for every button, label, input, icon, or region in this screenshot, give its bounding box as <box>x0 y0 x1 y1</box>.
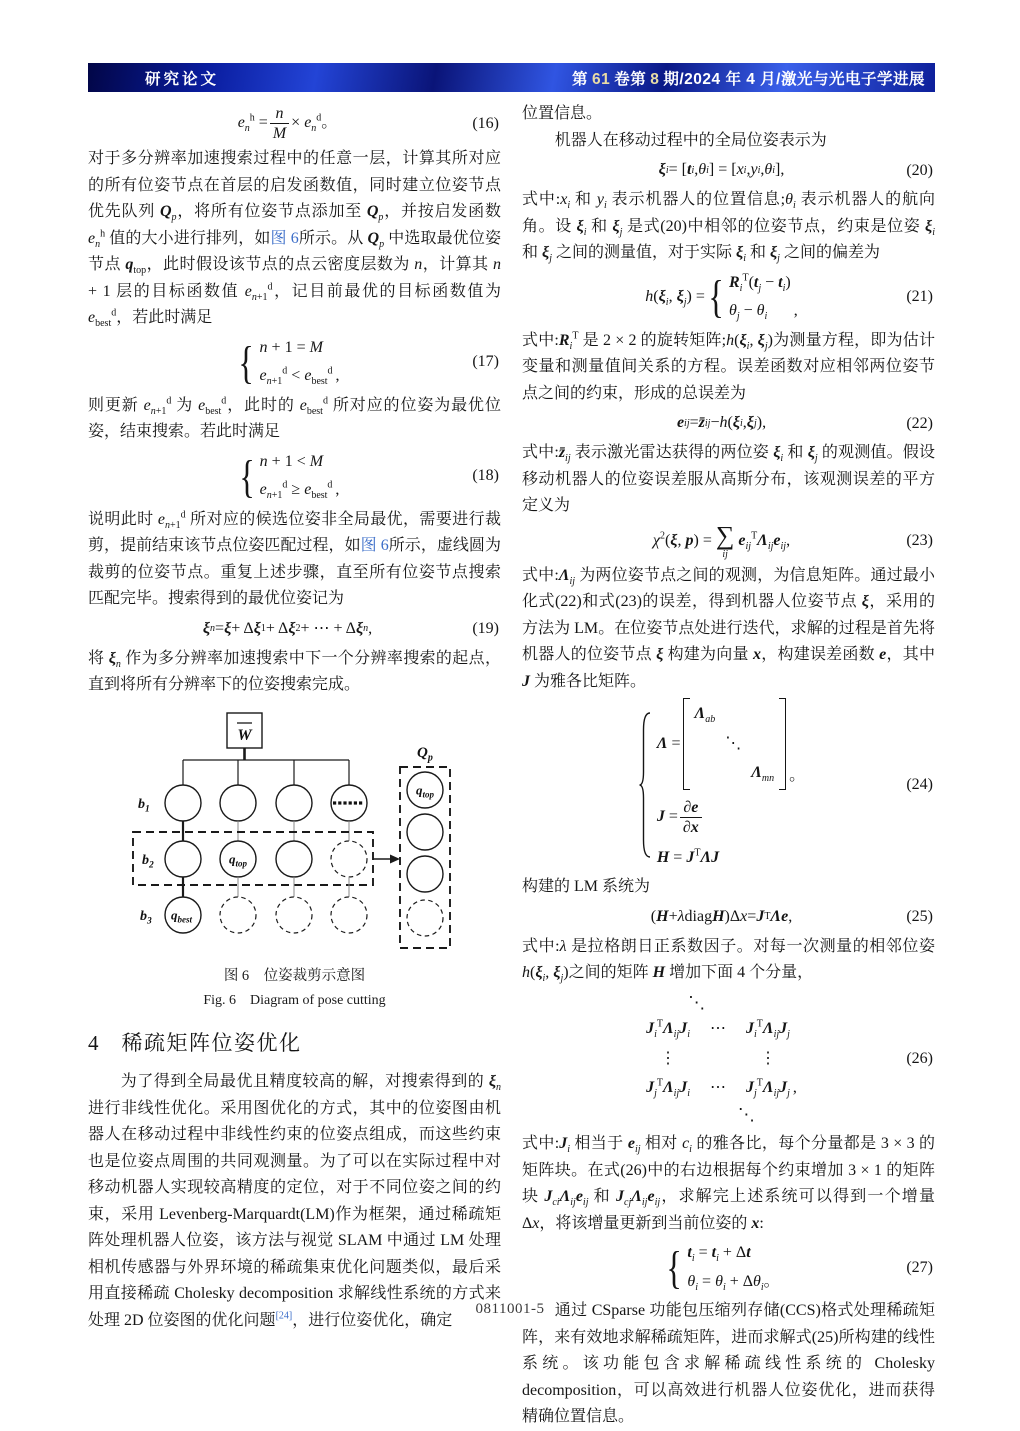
equation-17: { n + 1 = M $e_{n+1}^d < e_{best}^d$ , (17) <box>238 336 499 388</box>
brace: { <box>666 1242 683 1294</box>
paragraph: 则更新 $e_{n+1}^d$ 为 $e_{best}^d$，此时的 $e_{best}^d$ 所对应的位姿为最优位姿，结束搜索。若此时满足 <box>88 395 501 441</box>
pose-node <box>220 785 256 821</box>
pruned-pose-node <box>220 897 256 933</box>
equation-number: (27) <box>906 1258 933 1276</box>
section-number: 4 <box>88 1030 99 1055</box>
pruned-pose-node <box>276 897 312 933</box>
paragraph: 说明此时 $e_{n+1}^d$ 所对应的候选位姿非全局最优，需要进行裁剪，提前结束该节点位姿匹配过程，如图 6所示，虚线圆为裁剪的位姿节点。重复上述步骤，直至所有位姿节点搜索匹配完毕。搜索得到的最优位姿记为 <box>88 509 501 608</box>
pose-node <box>165 785 201 821</box>
queue-node-pruned <box>407 900 443 936</box>
equation-16: $e_n^h$ = $\frac{n}{M}$ × $e_n^d$。 (16) <box>237 105 499 143</box>
pruned-level-box <box>133 832 373 885</box>
equation-number: (18) <box>472 467 499 485</box>
root-label: W <box>237 726 252 744</box>
equation-27: { $t_i = t_i + \Delta t$ $\theta_i = \theta_i + \Delta\theta_i$。 (27) <box>666 1242 933 1294</box>
ellipsis-dots <box>333 801 362 804</box>
qtop-label: $q_{top}$ <box>229 851 248 869</box>
paragraph: 通过 CSparse 功能包压缩列存储(CCS)格式处理稀疏矩阵，来有效地求解稀疏矩阵，进而求解式(25)所构建的线性系统。该功能包含求解稀疏线性系统的 Cholesky decomposition，可以高效进行机器人位姿优化，进而获得精确位置信息。 <box>522 1302 935 1426</box>
pose-node <box>165 841 201 877</box>
equation-number: (21) <box>906 287 933 305</box>
matrix-brackets: $\Lambda_{ab}$ ⋱ $\Lambda_{mn}$ <box>683 698 787 790</box>
queue-node <box>407 814 443 850</box>
figure-caption <box>88 965 501 1012</box>
equation-number: (23) <box>906 531 933 549</box>
paragraph: 式中$:x_i$ 和 $y_i$ 表示机器人的位置信息$;\theta_i$ 表示机器人的航向角。设 $\xi_i$ 和 $\xi_j$ 是式(20)中相邻的位姿节点，约束是位姿 $\xi_i$ 和 $\xi_j$ 之间的测量值，对于实际 $\xi_i$ 和 $\xi_j$ 之间的偏差为 <box>522 191 935 265</box>
equation-18: { n + 1 < M $e_{n+1}^d \ge e_{best}^d$ , (18) <box>238 450 499 502</box>
paragraph: 对于多分辨率加速搜索过程中的任意一层，计算其所对应的所有位姿节点在首层的启发函数值，同时建立位姿节点优先队列 $Q_p$，将所有位姿节点添加至 $Q_p$，并按启发函数 $e_n^h$ 值的大小进行排列，如图 6所示。从 $Q_p$ 中选取最优位姿节点 $q_{top}$，此时假设该节点的点云密度层数为 n，计算其 n + 1 层的目标函数值 $e_{n+1}^d$，记目前最优的目标函数值为 $e_{best}^d$，若此时满足 <box>88 150 501 330</box>
pruned-pose-node <box>331 897 367 933</box>
paragraph: 机器人在移动过程中的全局位姿表示为 <box>554 131 827 149</box>
figure-caption-en: Fig. 6 Diagram of pose cutting <box>203 992 386 1008</box>
equation-number: (16) <box>472 114 499 132</box>
big-brace <box>638 711 652 859</box>
equation-number: (24) <box>906 775 933 793</box>
queue-label: $Q_p$ <box>417 744 433 764</box>
paragraph: 式中$:\Lambda_{ij}$ 为两位姿节点之间的观测，为信息矩阵。通过最小化式(22)和式(23)的误差，得到机器人位姿节点 ξ，采用的方法为 LM。在位姿节点处进行迭代，求解的过程是首先将机器人的位姿节点 ξ 构建为向量 x，构建误差函数 e，其中 J 为雅各比矩阵。 <box>522 566 935 690</box>
equation-22: e ij = z̄ ij − h ( ξ i , ξ j ), (22) <box>522 410 921 437</box>
paragraph: 式中$:z̄_{ij}$ 表示激光雷达获得的两位姿 $\xi_i$ 和 $\xi_j$ 的观测值。假设移动机器人的位姿误差服从高斯分布，该观测误差的平方定义为 <box>522 444 935 514</box>
equation-number: (25) <box>906 908 933 926</box>
queue-node <box>407 856 443 892</box>
figure-caption-zh: 图 6 位姿裁剪示意图 <box>223 967 366 984</box>
equation-number: (22) <box>906 414 933 432</box>
level-label-b2: $b_2$ <box>142 852 154 871</box>
brace: { <box>238 336 255 388</box>
equation-number: (19) <box>472 620 499 638</box>
column-right <box>522 101 935 1431</box>
equation-number: (26) <box>906 1049 933 1067</box>
fraction: $\frac{\partial e}{\partial x}$ <box>680 798 702 837</box>
brace: { <box>238 450 255 502</box>
level-label-b3: $b_3$ <box>140 908 152 927</box>
equation-number: (20) <box>906 161 933 179</box>
equation-21: $h(\xi_i$, $\xi_j$) = { $R_i^T(t_j - t_i)$ $\theta_j - \theta_i$ , (21) <box>645 271 933 323</box>
paragraph: 位置信息。 <box>522 105 603 122</box>
journal-header-bar <box>88 63 935 92</box>
pruned-pose-node <box>331 841 367 877</box>
paragraph: 式中$:J_i$ 相当于 $e_{ij}$ 相对 $c_i$ 的雅各比，每个分量都是 3 × 3 的矩阵块。在式(26)中的右边根据每个约束增加 3 × 1 的矩阵块 $J_{ci}\Lambda_{ij}e_{ij}$ 和 $J_{cj}\Lambda_{ij}e_{ij}$，求解完上述系统可以得到一个增量 Δx，将该增量更新到当前位姿的 x: <box>522 1135 935 1232</box>
pose-node <box>276 785 312 821</box>
equation-20: ξ i = [ t i , θ i ] = [ x i , y i , θ i ], (20) <box>522 157 921 184</box>
level-label-b1: $b_1$ <box>138 796 150 815</box>
equation-26: ⋱ $J_i^T\Lambda_{ij}J_i$ ⋯ $J_i^T\Lambda_{ij}J_j$ ⋮ ⋮ $J_j^T\Lambda_{ij}J_i$ ⋯ $J_j^T\Lambda_{ij}J_j$ , ⋱ (26) <box>646 992 933 1124</box>
qbest-label: $q_{best}$ <box>171 907 192 925</box>
page-footer <box>0 1301 1020 1318</box>
fraction: $\frac{n}{M}$ <box>270 104 289 143</box>
column-left <box>88 101 501 1431</box>
brace: { <box>708 271 724 323</box>
queue-qtop-label: $q_{top}$ <box>416 782 435 800</box>
figure-pose-cutting <box>88 707 501 957</box>
paragraph: 式中$:R_i^T$ 是 2 × 2 的旋转矩阵$;h(\xi_i$, $\xi_j$)为测量方程，即为估计变量和测量值间关系的方程。误差函数对应相邻两位姿节点之间的约束，形成的总误差为 <box>522 330 935 402</box>
section-title: 稀疏矩阵位姿优化 <box>121 1030 302 1055</box>
h-matrix-block: $J_i^T\Lambda_{ij}J_i$ ⋯ $J_i^T\Lambda_{ij}J_j$ ⋮ ⋮ $J_j^T\Lambda_{ij}J_i$ ⋯ $J_j^T\Lambda_{ij}J_j$ <box>646 1019 790 1100</box>
equation-19: ξ n = ξ + Δ ξ 1 + Δ ξ 2 + ⋯ + Δ ξ n , (19) <box>88 616 487 643</box>
section-heading <box>88 1030 501 1057</box>
paragraph: 为了得到全局最优且精度较高的解，对搜索得到的 $\xi_n$ 进行非线性优化。采用图优化的方式，其中的位姿图由机器人在移动过程中非线性约束的位姿点组成，而这些约束也是位姿点周围的共同观测量。为了可以在实际过程中对移动机器人实现较高精度的定位，对于不同位姿之间的约束，采用 Levenberg-Marquardt(LM)作为框架，通过稀疏矩阵处理机器人位姿，该方法与视觉 SLAM 中通过 LM 处理相机传感器与外界环境的稀疏集束优化问题类似，最后采用直接稀疏 Cholesky decomposition 求解线性系统的方式来处理 2D 位姿图的优化问题[24]，进行位姿优化，确定 <box>88 1073 501 1329</box>
ref-link[interactable]: [24] <box>275 1310 293 1322</box>
paragraph: 式中:λ 是拉格朗日正系数因子。对每一次测量的相邻位姿 $h(\xi_i$, $\xi_j$)之间的矩阵 H 增加下面 4 个分量， <box>522 937 935 985</box>
header-issue-info: 第 61 卷第 8 期/2024 年 4 月/激光与光电子学进展 <box>571 70 925 88</box>
paragraph: 构建的 LM 系统为 <box>522 878 651 896</box>
pose-node <box>276 841 312 877</box>
ref-link[interactable]: 图 6 <box>270 229 299 247</box>
header-article-type: 研究论文 <box>145 70 220 88</box>
equation-24: Λ = $\Lambda_{ab}$ ⋱ $\Lambda_{mn}$ 。 J = $\frac{\partial e}{\partial x}$ $H = J^T\Lambda J$ (24) <box>522 698 921 871</box>
two-column-body <box>88 101 935 1431</box>
summation: ∑ ij <box>715 520 735 560</box>
paragraph: 将 $\xi_n$ 作为多分辨率加速搜索中下一个分辨率搜索的起点，直到将所有分辨率下的位姿搜索完成。 <box>88 649 501 694</box>
ref-link[interactable]: 图 6 <box>360 537 389 555</box>
equation-number: (17) <box>472 353 499 371</box>
equation-25: ( H + λ diag H )Δ x = J T Λ e , (25) <box>522 904 921 931</box>
page-number: 0811001-5 <box>475 1301 545 1317</box>
equation-23: $\chi^2(\xi$, p) = ∑ ij $e_{ij}^T\Lambda_{ij}e_{ij}$, (23) <box>652 520 933 560</box>
